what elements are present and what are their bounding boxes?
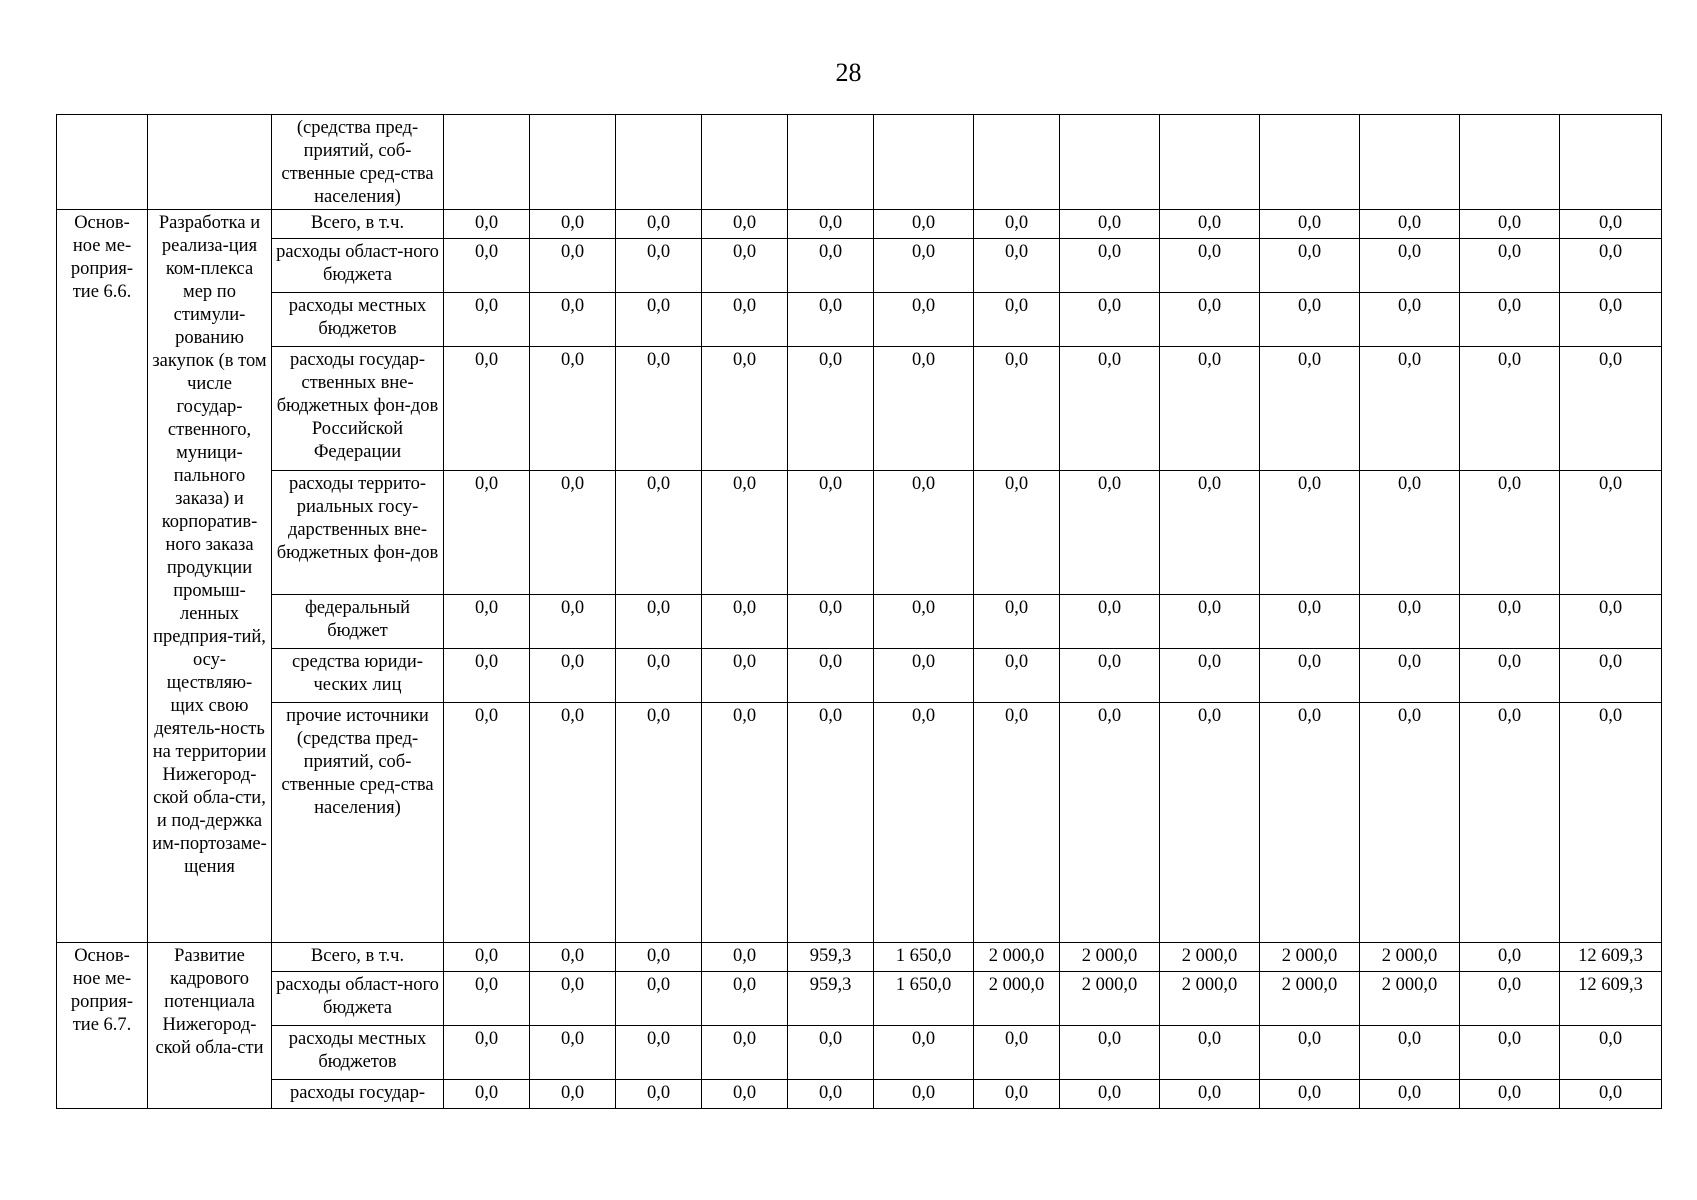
page-number: 28 — [835, 58, 862, 87]
description-cell: Развитие кадрового потенциала Нижегород-ской обла-сти — [148, 943, 272, 1109]
event-cell: Основ-ное ме-роприя-тие 6.7. — [57, 943, 148, 1109]
value-cell: 0,0 — [1260, 595, 1360, 649]
funding-source-cell: расходы террито-риальных госу-дарственных вне-бюджетных фон-дов — [272, 471, 444, 595]
value-cell: 0,0 — [788, 471, 874, 595]
value-cell: 0,0 — [1560, 703, 1662, 943]
value-cell: 0,0 — [1560, 595, 1662, 649]
value-cell: 12 609,3 — [1560, 972, 1662, 1026]
value-cell: 2 000,0 — [974, 943, 1060, 972]
value-cell: 0,0 — [874, 293, 974, 347]
value-cell: 0,0 — [1060, 703, 1160, 943]
value-cell — [444, 115, 530, 210]
value-cell: 0,0 — [616, 649, 702, 703]
value-cell: 0,0 — [530, 703, 616, 943]
value-cell: 0,0 — [788, 239, 874, 293]
value-cell: 0,0 — [444, 1080, 530, 1109]
value-cell: 0,0 — [702, 703, 788, 943]
value-cell: 0,0 — [974, 1080, 1060, 1109]
table-row — [57, 115, 1662, 210]
value-cell: 0,0 — [1460, 293, 1560, 347]
value-cell: 0,0 — [1160, 347, 1260, 471]
value-cell: 0,0 — [974, 1026, 1060, 1080]
value-cell: 0,0 — [1460, 703, 1560, 943]
value-cell: 0,0 — [974, 595, 1060, 649]
value-cell: 0,0 — [1460, 239, 1560, 293]
value-cell: 0,0 — [444, 595, 530, 649]
value-cell: 0,0 — [616, 210, 702, 239]
value-cell: 0,0 — [444, 649, 530, 703]
value-cell: 0,0 — [702, 239, 788, 293]
value-cell: 0,0 — [1360, 595, 1460, 649]
value-cell — [616, 115, 702, 210]
value-cell: 0,0 — [1560, 293, 1662, 347]
table-row — [57, 943, 1662, 972]
value-cell: 0,0 — [444, 943, 530, 972]
value-cell: 0,0 — [1360, 1080, 1460, 1109]
value-cell: 0,0 — [974, 210, 1060, 239]
value-cell: 0,0 — [444, 972, 530, 1026]
value-cell: 0,0 — [788, 210, 874, 239]
value-cell: 0,0 — [788, 595, 874, 649]
value-cell: 0,0 — [530, 972, 616, 1026]
value-cell: 0,0 — [1560, 347, 1662, 471]
value-cell: 0,0 — [616, 703, 702, 943]
value-cell: 0,0 — [1560, 239, 1662, 293]
value-cell — [1460, 115, 1560, 210]
value-cell: 0,0 — [1060, 239, 1160, 293]
funding-source-cell: расходы местных бюджетов — [272, 1026, 444, 1080]
value-cell: 0,0 — [530, 649, 616, 703]
value-cell: 0,0 — [1160, 703, 1260, 943]
value-cell: 0,0 — [444, 1026, 530, 1080]
value-cell: 0,0 — [974, 293, 1060, 347]
value-cell: 959,3 — [788, 943, 874, 972]
value-cell: 0,0 — [616, 347, 702, 471]
value-cell — [974, 115, 1060, 210]
value-cell: 0,0 — [1060, 210, 1160, 239]
table-row — [57, 595, 1662, 649]
value-cell: 0,0 — [530, 1026, 616, 1080]
funding-source-cell: Всего, в т.ч. — [272, 943, 444, 972]
value-cell: 0,0 — [616, 239, 702, 293]
value-cell: 0,0 — [444, 703, 530, 943]
value-cell: 0,0 — [702, 210, 788, 239]
description-cell — [148, 115, 272, 210]
value-cell: 0,0 — [1460, 1080, 1560, 1109]
funding-source-cell: средства юриди-ческих лиц — [272, 649, 444, 703]
funding-source-cell: Всего, в т.ч. — [272, 210, 444, 239]
value-cell: 0,0 — [788, 649, 874, 703]
value-cell — [1560, 115, 1662, 210]
value-cell: 0,0 — [1060, 1080, 1160, 1109]
value-cell: 0,0 — [530, 210, 616, 239]
value-cell: 0,0 — [1560, 210, 1662, 239]
value-cell: 0,0 — [1360, 1026, 1460, 1080]
value-cell — [1260, 115, 1360, 210]
value-cell: 0,0 — [874, 471, 974, 595]
value-cell: 0,0 — [1360, 703, 1460, 943]
value-cell: 0,0 — [702, 1026, 788, 1080]
value-cell: 0,0 — [1160, 649, 1260, 703]
funding-source-cell: федеральный бюджет — [272, 595, 444, 649]
value-cell: 0,0 — [1460, 595, 1560, 649]
value-cell: 0,0 — [1360, 210, 1460, 239]
value-cell: 0,0 — [974, 703, 1060, 943]
event-cell: Основ-ное ме-роприя-тие 6.6. — [57, 210, 148, 943]
table-row — [57, 1080, 1662, 1109]
funding-source-cell: расходы государ-ственных вне-бюджетных фон-дов Российской Федерации — [272, 347, 444, 471]
value-cell: 959,3 — [788, 972, 874, 1026]
value-cell — [530, 115, 616, 210]
value-cell: 0,0 — [1260, 649, 1360, 703]
value-cell: 0,0 — [1260, 1026, 1360, 1080]
value-cell — [788, 115, 874, 210]
value-cell: 0,0 — [616, 943, 702, 972]
value-cell: 0,0 — [1260, 239, 1360, 293]
table-row — [57, 293, 1662, 347]
value-cell: 0,0 — [1460, 471, 1560, 595]
value-cell: 0,0 — [1260, 703, 1360, 943]
funding-source-cell: расходы област-ного бюджета — [272, 239, 444, 293]
table-row — [57, 1026, 1662, 1080]
value-cell: 0,0 — [1460, 943, 1560, 972]
value-cell: 0,0 — [974, 239, 1060, 293]
value-cell: 0,0 — [702, 943, 788, 972]
value-cell: 0,0 — [616, 293, 702, 347]
value-cell: 0,0 — [616, 972, 702, 1026]
value-cell: 0,0 — [1160, 293, 1260, 347]
value-cell: 0,0 — [1160, 210, 1260, 239]
value-cell: 2 000,0 — [1360, 972, 1460, 1026]
value-cell: 0,0 — [1160, 239, 1260, 293]
value-cell: 2 000,0 — [1260, 972, 1360, 1026]
value-cell — [702, 115, 788, 210]
value-cell: 0,0 — [616, 471, 702, 595]
value-cell: 0,0 — [1160, 595, 1260, 649]
value-cell: 0,0 — [616, 1026, 702, 1080]
value-cell: 0,0 — [444, 210, 530, 239]
value-cell: 0,0 — [530, 293, 616, 347]
value-cell: 0,0 — [1460, 649, 1560, 703]
table-row — [57, 703, 1662, 943]
value-cell: 2 000,0 — [1060, 943, 1160, 972]
value-cell: 0,0 — [1060, 595, 1160, 649]
value-cell: 0,0 — [1160, 471, 1260, 595]
value-cell: 12 609,3 — [1560, 943, 1662, 972]
table-row — [57, 210, 1662, 239]
table-row — [57, 649, 1662, 703]
value-cell: 0,0 — [1560, 649, 1662, 703]
value-cell: 0,0 — [874, 1080, 974, 1109]
funding-source-cell: расходы государ- — [272, 1080, 444, 1109]
value-cell: 0,0 — [874, 1026, 974, 1080]
value-cell: 2 000,0 — [1160, 943, 1260, 972]
value-cell: 0,0 — [444, 293, 530, 347]
value-cell: 0,0 — [530, 471, 616, 595]
value-cell: 0,0 — [874, 649, 974, 703]
value-cell: 0,0 — [1060, 293, 1160, 347]
value-cell: 0,0 — [1360, 471, 1460, 595]
value-cell: 0,0 — [702, 649, 788, 703]
value-cell: 0,0 — [974, 649, 1060, 703]
value-cell: 2 000,0 — [1260, 943, 1360, 972]
funding-source-cell: расходы местных бюджетов — [272, 293, 444, 347]
value-cell: 0,0 — [530, 1080, 616, 1109]
value-cell: 0,0 — [616, 595, 702, 649]
value-cell: 0,0 — [1360, 293, 1460, 347]
value-cell: 0,0 — [974, 471, 1060, 595]
value-cell: 0,0 — [702, 972, 788, 1026]
value-cell: 0,0 — [1060, 347, 1160, 471]
value-cell: 0,0 — [530, 943, 616, 972]
value-cell: 0,0 — [788, 347, 874, 471]
value-cell: 2 000,0 — [974, 972, 1060, 1026]
value-cell: 0,0 — [616, 1080, 702, 1109]
table-row — [57, 347, 1662, 471]
value-cell: 2 000,0 — [1360, 943, 1460, 972]
value-cell: 0,0 — [1060, 649, 1160, 703]
value-cell: 0,0 — [974, 347, 1060, 471]
value-cell: 2 000,0 — [1060, 972, 1160, 1026]
description-cell: Разработка и реализа-ция ком-плекса мер по стимули-рованию закупок (в том числе государ-ственного, муници-пального заказа) и корпоратив-ного заказа продукции промыш-ленных предприя-тий, осу-ществляю-щих свою деятель-ность на территории Нижегород-ской обла-сти, и под-держка им-портозаме-щения — [148, 210, 272, 943]
value-cell: 0,0 — [1260, 293, 1360, 347]
value-cell: 0,0 — [874, 210, 974, 239]
event-cell — [57, 115, 148, 210]
value-cell: 0,0 — [874, 239, 974, 293]
value-cell: 2 000,0 — [1160, 972, 1260, 1026]
value-cell: 0,0 — [1360, 649, 1460, 703]
value-cell: 0,0 — [1060, 471, 1160, 595]
value-cell: 0,0 — [874, 347, 974, 471]
value-cell: 0,0 — [444, 471, 530, 595]
value-cell: 0,0 — [1160, 1026, 1260, 1080]
value-cell — [1360, 115, 1460, 210]
value-cell: 0,0 — [1060, 1026, 1160, 1080]
value-cell: 0,0 — [874, 703, 974, 943]
value-cell: 0,0 — [788, 1080, 874, 1109]
value-cell: 0,0 — [1460, 1026, 1560, 1080]
value-cell: 0,0 — [1260, 347, 1360, 471]
value-cell: 0,0 — [702, 347, 788, 471]
value-cell: 1 650,0 — [874, 943, 974, 972]
value-cell: 0,0 — [1260, 1080, 1360, 1109]
value-cell: 0,0 — [702, 471, 788, 595]
value-cell: 0,0 — [444, 347, 530, 471]
value-cell: 0,0 — [1160, 1080, 1260, 1109]
value-cell: 0,0 — [444, 239, 530, 293]
value-cell — [1060, 115, 1160, 210]
value-cell: 0,0 — [788, 1026, 874, 1080]
value-cell: 0,0 — [1260, 471, 1360, 595]
value-cell: 0,0 — [1560, 471, 1662, 595]
value-cell: 0,0 — [530, 347, 616, 471]
value-cell: 0,0 — [1360, 347, 1460, 471]
value-cell: 0,0 — [1460, 210, 1560, 239]
value-cell: 0,0 — [530, 239, 616, 293]
value-cell: 0,0 — [1360, 239, 1460, 293]
value-cell: 0,0 — [788, 293, 874, 347]
value-cell: 0,0 — [1260, 210, 1360, 239]
value-cell: 0,0 — [874, 595, 974, 649]
table-row — [57, 471, 1662, 595]
funding-source-cell: расходы област-ного бюджета — [272, 972, 444, 1026]
table-row — [57, 239, 1662, 293]
funding-source-cell: (средства пред-приятий, соб-ственные сред-ства населения) — [272, 115, 444, 210]
value-cell: 0,0 — [530, 595, 616, 649]
value-cell: 0,0 — [788, 703, 874, 943]
budget-table — [56, 114, 1662, 1109]
value-cell — [1160, 115, 1260, 210]
value-cell: 0,0 — [702, 293, 788, 347]
value-cell — [874, 115, 974, 210]
value-cell: 0,0 — [1560, 1026, 1662, 1080]
funding-source-cell: прочие источники (средства пред-приятий, соб-ственные сред-ства населения) — [272, 703, 444, 943]
value-cell: 0,0 — [1460, 347, 1560, 471]
value-cell: 0,0 — [1560, 1080, 1662, 1109]
value-cell: 1 650,0 — [874, 972, 974, 1026]
value-cell: 0,0 — [702, 1080, 788, 1109]
value-cell: 0,0 — [1460, 972, 1560, 1026]
table-row — [57, 972, 1662, 1026]
value-cell: 0,0 — [702, 595, 788, 649]
